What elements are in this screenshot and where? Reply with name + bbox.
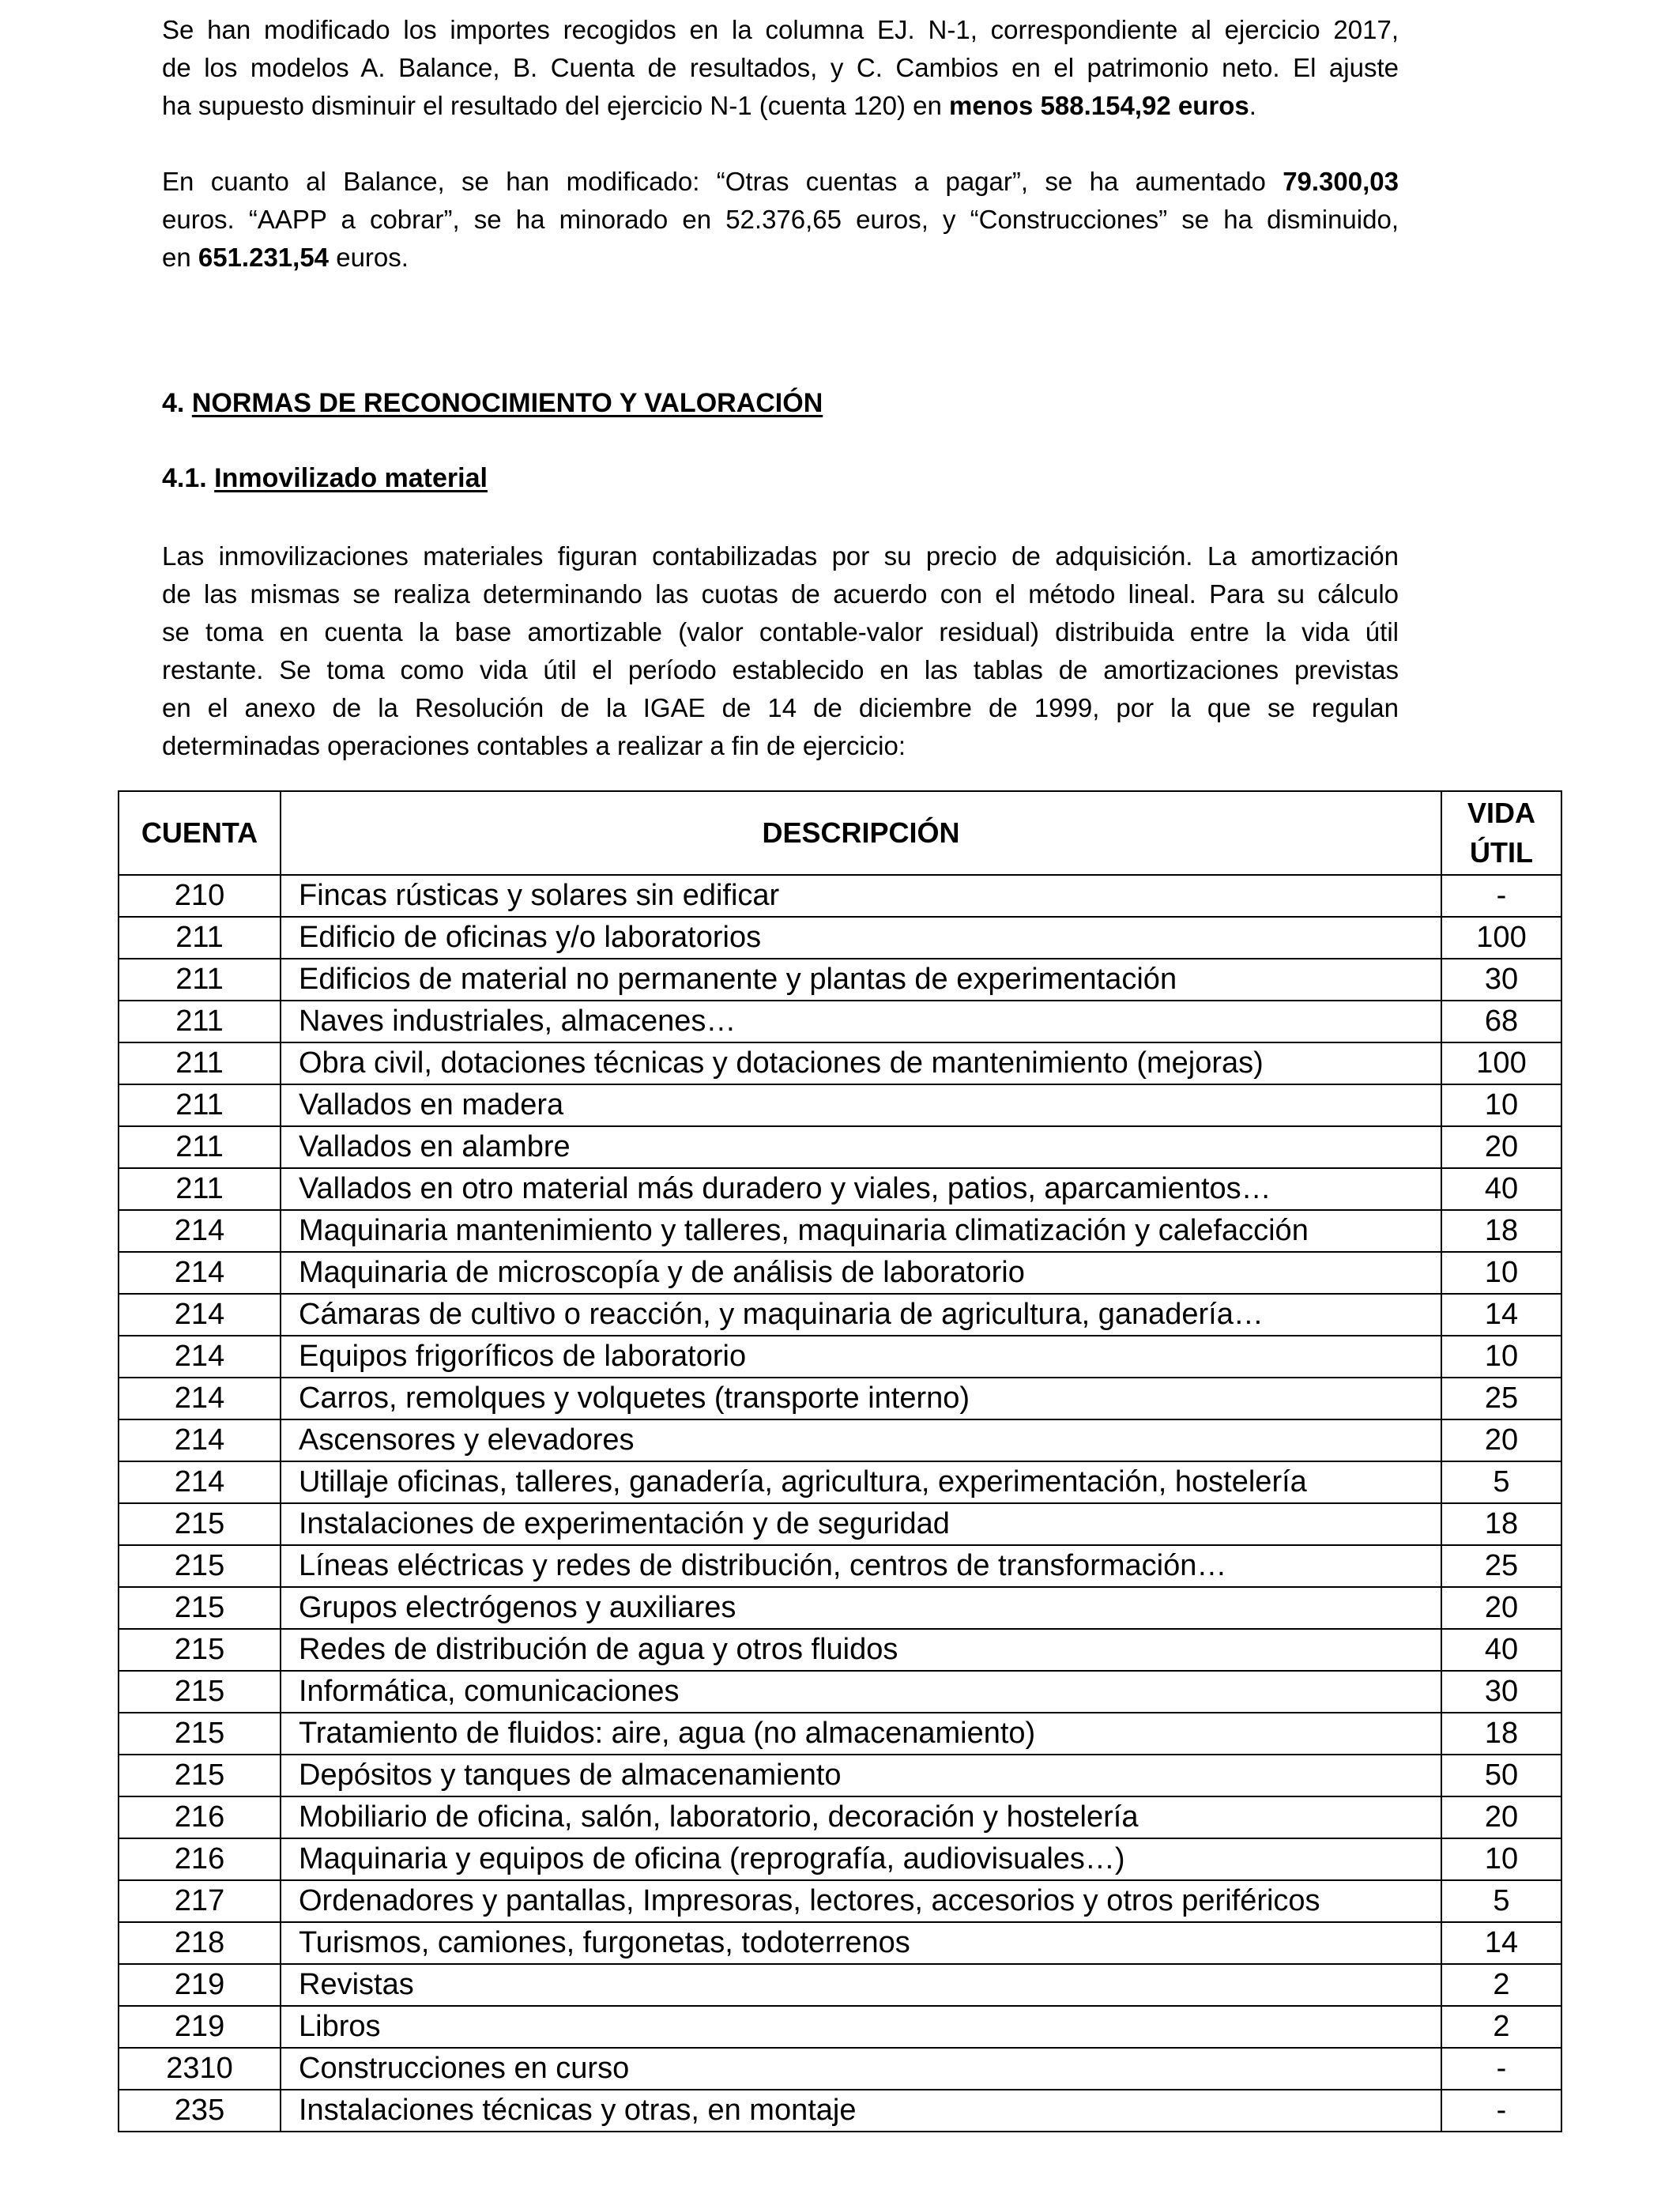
cell-cuenta: 214: [119, 1461, 281, 1503]
cell-vida-util: 10: [1441, 1336, 1561, 1378]
table-row: [119, 1796, 1561, 1838]
cell-cuenta: 215: [119, 1713, 281, 1755]
cell-descripcion: Naves industriales, almacenes…: [281, 1001, 1441, 1042]
cell-vida-util: 10: [1441, 1084, 1561, 1126]
cell-descripcion: Cámaras de cultivo o reacción, y maquinaria de agricultura, ganadería…: [281, 1294, 1441, 1336]
cell-descripcion: Ascensores y elevadores: [281, 1419, 1441, 1461]
cell-cuenta: 214: [119, 1378, 281, 1419]
table-row: [119, 1880, 1561, 1922]
cell-descripcion: Revistas: [281, 1964, 1441, 2006]
cell-descripcion: Vallados en otro material más duradero y viales, patios, aparcamientos…: [281, 1168, 1441, 1210]
cell-vida-util: 5: [1441, 1880, 1561, 1922]
table-row: [119, 1838, 1561, 1880]
table-row: [119, 1419, 1561, 1461]
cell-descripcion: Maquinaria y equipos de oficina (reprografía, audiovisuales…): [281, 1838, 1441, 1880]
cell-descripcion: Instalaciones de experimentación y de seguridad: [281, 1503, 1441, 1545]
paragraph-line: se toma en cuenta la base amortizable (valor contable-valor residual) distribuida entre la vida útil: [162, 617, 1399, 647]
cell-vida-util: 30: [1441, 1671, 1561, 1713]
section-title: NORMAS DE RECONOCIMIENTO Y VALORACIÓN: [191, 388, 823, 418]
header-descripcion: DESCRIPCIÓN: [281, 791, 1441, 875]
table-row: [119, 1671, 1561, 1713]
cell-descripcion: Mobiliario de oficina, salón, laboratorio, decoración y hostelería: [281, 1796, 1441, 1838]
table-row: [119, 1378, 1561, 1419]
cell-vida-util: 25: [1441, 1378, 1561, 1419]
paragraph-text: .: [1249, 91, 1256, 120]
paragraph-inmovilizaciones: [162, 537, 1399, 765]
cell-cuenta: 211: [119, 1001, 281, 1042]
cell-cuenta: 214: [119, 1336, 281, 1378]
table-row: [119, 1587, 1561, 1629]
cell-cuenta: 219: [119, 1964, 281, 2006]
table-row: [119, 1713, 1561, 1755]
cell-vida-util: -: [1441, 2048, 1561, 2090]
cell-cuenta: 214: [119, 1252, 281, 1294]
paragraph-line: [162, 163, 1399, 201]
paragraph-ajuste-ejercicio: [162, 11, 1399, 125]
cell-vida-util: 25: [1441, 1545, 1561, 1587]
cell-descripcion: Libros: [281, 2006, 1441, 2048]
paragraph-line: restante. Se toma como vida útil el período establecido en las tablas de amortizaciones previstas: [162, 655, 1399, 684]
cell-descripcion: Maquinaria de microscopía y de análisis de laboratorio: [281, 1252, 1441, 1294]
cell-descripcion: Depósitos y tanques de almacenamiento: [281, 1755, 1441, 1796]
cell-vida-util: 18: [1441, 1503, 1561, 1545]
cell-cuenta: 215: [119, 1629, 281, 1671]
paragraph-line: [162, 87, 1399, 125]
cell-vida-util: 10: [1441, 1838, 1561, 1880]
cell-cuenta: 214: [119, 1210, 281, 1252]
cell-descripcion: Construcciones en curso: [281, 2048, 1441, 2090]
cell-vida-util: -: [1441, 875, 1561, 917]
paragraph-line: de los modelos A. Balance, B. Cuenta de resultados, y C. Cambios en el patrimonio neto. El ajuste: [162, 53, 1399, 82]
cell-vida-util: 14: [1441, 1294, 1561, 1336]
cell-cuenta: 215: [119, 1503, 281, 1545]
cell-descripcion: Equipos frigoríficos de laboratorio: [281, 1336, 1441, 1378]
cell-cuenta: 211: [119, 959, 281, 1001]
cell-vida-util: 100: [1441, 917, 1561, 959]
cell-vida-util: 5: [1441, 1461, 1561, 1503]
paragraph-line: euros. “AAPP a cobrar”, se ha minorado en 52.376,65 euros, y “Construcciones” se ha disminuido,: [162, 205, 1399, 234]
paragraph-line: Se han modificado los importes recogidos en la columna EJ. N-1, correspondiente al ejercicio 2017,: [162, 15, 1399, 44]
table-row: [119, 1336, 1561, 1378]
cell-descripcion: Grupos electrógenos y auxiliares: [281, 1587, 1441, 1629]
cell-cuenta: 215: [119, 1545, 281, 1587]
cell-descripcion: Utillaje oficinas, talleres, ganadería, agricultura, experimentación, hostelería: [281, 1461, 1441, 1503]
cell-vida-util: 2: [1441, 1964, 1561, 2006]
cell-vida-util: 20: [1441, 1419, 1561, 1461]
cell-descripcion: Obra civil, dotaciones técnicas y dotaciones de mantenimiento (mejoras): [281, 1042, 1441, 1084]
cell-cuenta: 215: [119, 1755, 281, 1796]
cell-descripcion: Vallados en madera: [281, 1084, 1441, 1126]
header-vida-line: ÚTIL: [1470, 836, 1533, 869]
table-row: [119, 2048, 1561, 2090]
cell-vida-util: 20: [1441, 1587, 1561, 1629]
cell-vida-util: 50: [1441, 1755, 1561, 1796]
cell-cuenta: 2310: [119, 2048, 281, 2090]
table-row: [119, 2090, 1561, 2132]
section-number: 4.: [162, 388, 192, 418]
cell-vida-util: 2: [1441, 2006, 1561, 2048]
table-row: [119, 959, 1561, 1001]
table-row: [119, 1126, 1561, 1168]
table-row: [119, 875, 1561, 917]
cell-descripcion: Maquinaria mantenimiento y talleres, maquinaria climatización y calefacción: [281, 1210, 1441, 1252]
paragraph-text: ha supuesto disminuir el resultado del ejercicio N-1 (cuenta 120) en: [162, 91, 950, 120]
cell-vida-util: 14: [1441, 1922, 1561, 1964]
cell-cuenta: 215: [119, 1671, 281, 1713]
cell-cuenta: 214: [119, 1294, 281, 1336]
cell-descripcion: Instalaciones técnicas y otras, en montaje: [281, 2090, 1441, 2132]
cell-vida-util: 68: [1441, 1001, 1561, 1042]
paragraph-text: en: [162, 243, 198, 272]
paragraph-line: en el anexo de la Resolución de la IGAE de 14 de diciembre de 1999, por la que se regulan: [162, 693, 1399, 722]
table-row: [119, 1084, 1561, 1126]
cell-descripcion: Líneas eléctricas y redes de distribución, centros de transformación…: [281, 1545, 1441, 1587]
cell-vida-util: 18: [1441, 1210, 1561, 1252]
subsection-heading-inmovilizado: [162, 463, 488, 494]
cell-cuenta: 219: [119, 2006, 281, 2048]
paragraph-text: euros.: [329, 243, 409, 272]
paragraph-line: [162, 239, 1399, 277]
cell-cuenta: 210: [119, 875, 281, 917]
cell-cuenta: 218: [119, 1922, 281, 1964]
cell-cuenta: 216: [119, 1796, 281, 1838]
cell-cuenta: 217: [119, 1880, 281, 1922]
table-row: [119, 1755, 1561, 1796]
amount-bold: 79.300,03: [1283, 167, 1399, 196]
cell-descripcion: Edificios de material no permanente y plantas de experimentación: [281, 959, 1441, 1001]
cell-descripcion: Vallados en alambre: [281, 1126, 1441, 1168]
cell-vida-util: 100: [1441, 1042, 1561, 1084]
cell-vida-util: 18: [1441, 1713, 1561, 1755]
cell-vida-util: 40: [1441, 1629, 1561, 1671]
table-row: [119, 1503, 1561, 1545]
cell-cuenta: 211: [119, 917, 281, 959]
cell-descripcion: Redes de distribución de agua y otros fluidos: [281, 1629, 1441, 1671]
paragraph-line: de las mismas se realiza determinando las cuotas de acuerdo con el método lineal. Para su cálculo: [162, 579, 1399, 609]
section-number: 4.1.: [162, 463, 215, 493]
table-header-row: [119, 791, 1561, 875]
cell-vida-util: 20: [1441, 1796, 1561, 1838]
header-vida-line: VIDA: [1467, 797, 1535, 829]
table-row: [119, 2006, 1561, 2048]
table-row: [119, 1545, 1561, 1587]
cell-vida-util: 40: [1441, 1168, 1561, 1210]
cell-cuenta: 215: [119, 1587, 281, 1629]
cell-vida-util: 20: [1441, 1126, 1561, 1168]
table-row: [119, 1042, 1561, 1084]
header-vida-util: [1441, 791, 1561, 875]
cell-descripcion: Turismos, camiones, furgonetas, todoterrenos: [281, 1922, 1441, 1964]
cell-cuenta: 216: [119, 1838, 281, 1880]
table-row: [119, 1168, 1561, 1210]
header-cuenta: CUENTA: [119, 791, 281, 875]
cell-cuenta: 211: [119, 1084, 281, 1126]
table-row: [119, 1252, 1561, 1294]
table-row: [119, 1922, 1561, 1964]
table-row: [119, 1461, 1561, 1503]
cell-vida-util: -: [1441, 2090, 1561, 2132]
cell-vida-util: 10: [1441, 1252, 1561, 1294]
cell-descripcion: Tratamiento de fluidos: aire, agua (no almacenamiento): [281, 1713, 1441, 1755]
cell-descripcion: Fincas rústicas y solares sin edificar: [281, 875, 1441, 917]
table-row: [119, 1964, 1561, 2006]
paragraph-balance: [162, 163, 1399, 277]
paragraph-line: determinadas operaciones contables a realizar a fin de ejercicio:: [162, 731, 906, 760]
cell-descripcion: Edificio de oficinas y/o laboratorios: [281, 917, 1441, 959]
table-row: [119, 1210, 1561, 1252]
cell-cuenta: 235: [119, 2090, 281, 2132]
amortization-table: [118, 790, 1562, 2132]
cell-cuenta: 211: [119, 1042, 281, 1084]
cell-descripcion: Ordenadores y pantallas, Impresoras, lectores, accesorios y otros periféricos: [281, 1880, 1441, 1922]
cell-descripcion: Informática, comunicaciones: [281, 1671, 1441, 1713]
table-row: [119, 1629, 1561, 1671]
cell-cuenta: 211: [119, 1126, 281, 1168]
table-body: [119, 875, 1561, 2132]
cell-cuenta: 211: [119, 1168, 281, 1210]
table-row: [119, 917, 1561, 959]
amount-bold: 651.231,54: [198, 243, 330, 272]
paragraph-text: En cuanto al Balance, se han modificado: “Otras cuentas a pagar”, se ha aumentado: [162, 167, 1283, 196]
table-row: [119, 1294, 1561, 1336]
section-title: Inmovilizado material: [214, 463, 488, 493]
cell-cuenta: 214: [119, 1419, 281, 1461]
amount-bold: menos 588.154,92 euros: [949, 91, 1249, 120]
cell-vida-util: 30: [1441, 959, 1561, 1001]
cell-descripcion: Carros, remolques y volquetes (transporte interno): [281, 1378, 1441, 1419]
section-heading-normas: [162, 388, 823, 419]
paragraph-line: Las inmovilizaciones materiales figuran contabilizadas por su precio de adquisición. La amortización: [162, 541, 1399, 571]
table-row: [119, 1001, 1561, 1042]
